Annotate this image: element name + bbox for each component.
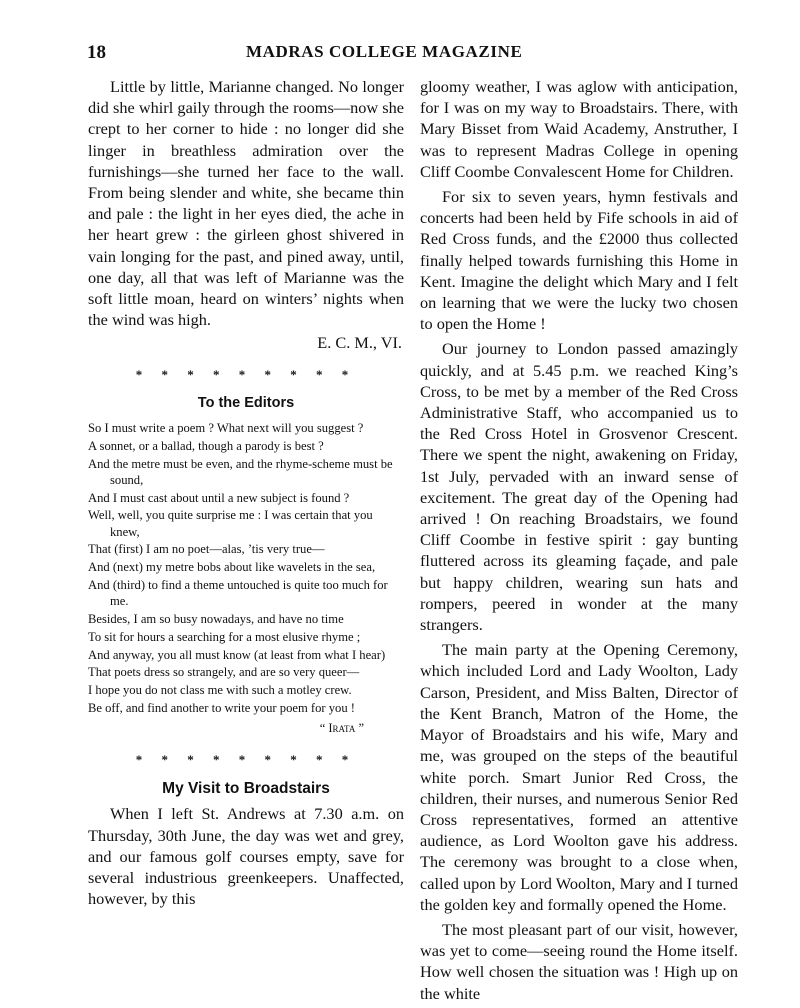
right-column — [420, 76, 738, 1008]
section-divider: * * * * * * * * * — [135, 366, 357, 382]
story-signature: E. C. M., VI. — [317, 333, 402, 353]
poem-line: Be off, and find another to write your poem for you ! — [88, 701, 355, 716]
poem-line: A sonnet, or a ballad, though a parody is best ? — [88, 438, 324, 453]
poem-line: So I must write a poem ? What next will you suggest ? — [88, 421, 364, 436]
poem-line: And (third) to find a theme untouched is quite too much for me. — [88, 578, 388, 609]
article-paragraph: Our journey to London passed amazingly quickly, and at 5.45 p.m. we reached King’s Cross, to be met by a member of the Red Cross Administrative Staff, who accompanied us to the Red Cross Hotel in Grosvenor Crescent. There we spent the night, awakening on Friday, 1st July, pervaded with an inward sense of excitement. The great day of the Opening had arrived ! On reaching Broadstairs, we found Cliff Coombe in festive spirit : gay bunting fluttered across its gleaming façade, and pale but happy children, wearing sun hats and rompers, peered in wonder at the many strangers. — [420, 339, 738, 635]
poem — [88, 420, 404, 716]
article-title: My Visit to Broadstairs — [162, 780, 330, 798]
poem-line: Well, well, you quite surprise me : I was certain that you knew, — [88, 508, 373, 539]
poem-signature: “ Irata ” — [319, 720, 364, 735]
section-divider: * * * * * * * * * — [135, 752, 357, 768]
poem-title: To the Editors — [197, 394, 295, 411]
poem-line: That (first) I am no poet—alas, ’tis very true— — [88, 542, 325, 557]
poem-line: And I must cast about until a new subject is found ? — [88, 490, 350, 505]
poem-line: And (next) my metre bobs about like wavelets in the sea, — [88, 560, 376, 575]
article-paragraph: For six to seven years, hymn festivals and concerts had been held by Fife schools in aid of Red Cross funds, and the £2000 thus collected finally helped towards furnishing this Home in Kent. Imagine the delight which Mary and I felt on learning that we were the lucky two chosen to open the Home ! — [420, 187, 738, 334]
poem-line: To sit for hours a searching for a most elusive rhyme ; — [88, 629, 361, 644]
running-head: MADRAS COLLEGE MAGAZINE — [246, 42, 523, 61]
article-paragraph: The most pleasant part of our visit, however, was yet to come—seeing round the Home itself. How well chosen the situation was ! High up on the white — [420, 919, 738, 1003]
story-paragraph: Little by little, Marianne changed. No longer did she whirl gaily through the rooms—now she crept to her corner to hide : no longer did she linger in breathless admiration over the furnishings—she turned her face to the wall. From being slender and white, she became thin and pale : the light in her eyes died, the ache in her heart grew : the girleen ghost shivered in vain longing for the past, and pined away, until, one day, all that was left of Marianne was the soft little moan, heard on winters’ nights when the wind was high. — [88, 77, 404, 330]
page-number: 18 — [87, 42, 106, 63]
article-paragraph: When I left St. Andrews at 7.30 a.m. on Thursday, 30th June, the day was wet and grey, and our famous golf courses empty, save for several industrious greenkeepers. Unaffected, however, by this — [88, 804, 404, 909]
poem-line: That poets dress so strangely, and are so very queer— — [88, 665, 360, 680]
poem-line: And the metre must be even, and the rhyme-scheme must be sound, — [88, 456, 393, 487]
article-paragraph: The main party at the Opening Ceremony, which included Lord and Lady Woolton, Lady Carson, President, and Miss Balten, Director of the Kent Branch, Matron of the Home, the Mayor of Broadstairs and his wife, Mary and me, was grouped on the steps of the beautiful white porch. Smart Junior Red Cross, the children, their nurses, and numerous Senior Red Cross representatives, formed an attentive audience, as Lord Woolton gave his address. The ceremony was brought to a close when, called upon by Lord Woolton, Mary and I turned the golden key and formally opened the Home. — [420, 640, 738, 914]
poem-line: And anyway, you all must know (at least from what I hear) — [88, 647, 386, 662]
poem-line: I hope you do not class me with such a motley crew. — [88, 683, 352, 698]
poem-line: Besides, I am so busy nowadays, and have no time — [88, 612, 344, 627]
article-paragraph: gloomy weather, I was aglow with anticipation, for I was on my way to Broadstairs. There, with Mary Bisset from Waid Academy, Anstruther, I was to represent Madras College in opening Cliff Coombe Convalescent Home for Children. — [420, 77, 738, 181]
left-column — [88, 76, 404, 909]
